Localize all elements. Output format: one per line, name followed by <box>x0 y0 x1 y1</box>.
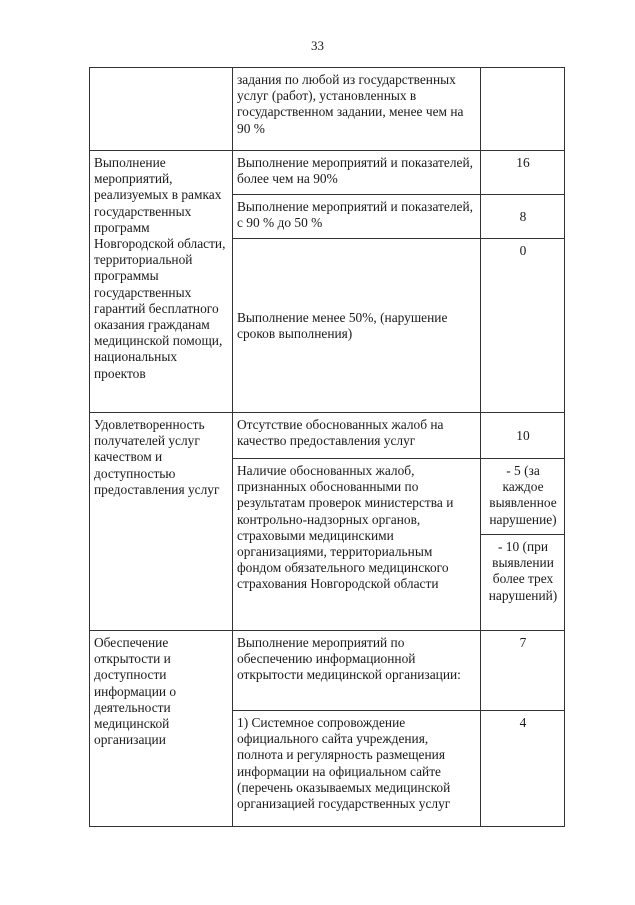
indicator-cell: Выполнение мероприятий и показателей, более чем на 90% <box>233 151 481 195</box>
score-cell: 16 <box>481 151 565 195</box>
indicator-cell: задания по любой из государственных услуг (работ), установленных в государственном задании, менее чем на 90 % <box>233 68 481 151</box>
score-cell: - 10 (при выявлении более трех нарушений) <box>481 535 565 631</box>
indicator-cell: Выполнение мероприятий и показателей, с 90 % до 50 % <box>233 195 481 239</box>
table-row <box>90 151 565 195</box>
score-cell: - 5 (за каждое выявленное нарушение) <box>481 459 565 535</box>
indicator-cell: Выполнение мероприятий по обеспечению информационной открытости медицинской организации: <box>233 631 481 711</box>
table-row <box>90 68 565 151</box>
criterion-cell: Удовлетворенность получателей услуг качеством и доступностью предоставления услуг <box>90 413 233 631</box>
table-row <box>90 631 565 711</box>
indicator-cell: 1) Системное сопровождение официального сайта учреждения, полнота и регулярность размещения информации на официальном сайте (перечень оказываемых медицинской организацией государственных услуг <box>233 711 481 827</box>
score-cell: 8 <box>481 195 565 239</box>
score-cell: 0 <box>481 239 565 413</box>
score-cell: 4 <box>481 711 565 827</box>
score-cell: 7 <box>481 631 565 711</box>
score-cell: 10 <box>481 413 565 459</box>
indicator-cell: Отсутствие обоснованных жалоб на качество предоставления услуг <box>233 413 481 459</box>
criteria-table <box>89 67 565 827</box>
criterion-cell: Выполнение мероприятий, реализуемых в рамках государственных программ Новгородской области, территориальной программы государственных гарантий бесплатного оказания гражданам медицинской помощи, национальных проектов <box>90 151 233 413</box>
indicator-cell: Наличие обоснованных жалоб, признанных обоснованными по результатам проверок министерства и контрольно-надзорных органов, страховыми медицинскими организациями, территориальным фондом обязательного медицинского страхования Новгородской области <box>233 459 481 631</box>
score-cell <box>481 68 565 151</box>
page-number: 33 <box>311 38 324 53</box>
criterion-cell <box>90 68 233 151</box>
table-row <box>90 413 565 459</box>
indicator-cell: Выполнение менее 50%, (нарушение сроков выполнения) <box>233 239 481 413</box>
criterion-cell: Обеспечение открытости и доступности информации о деятельности медицинской организации <box>90 631 233 827</box>
